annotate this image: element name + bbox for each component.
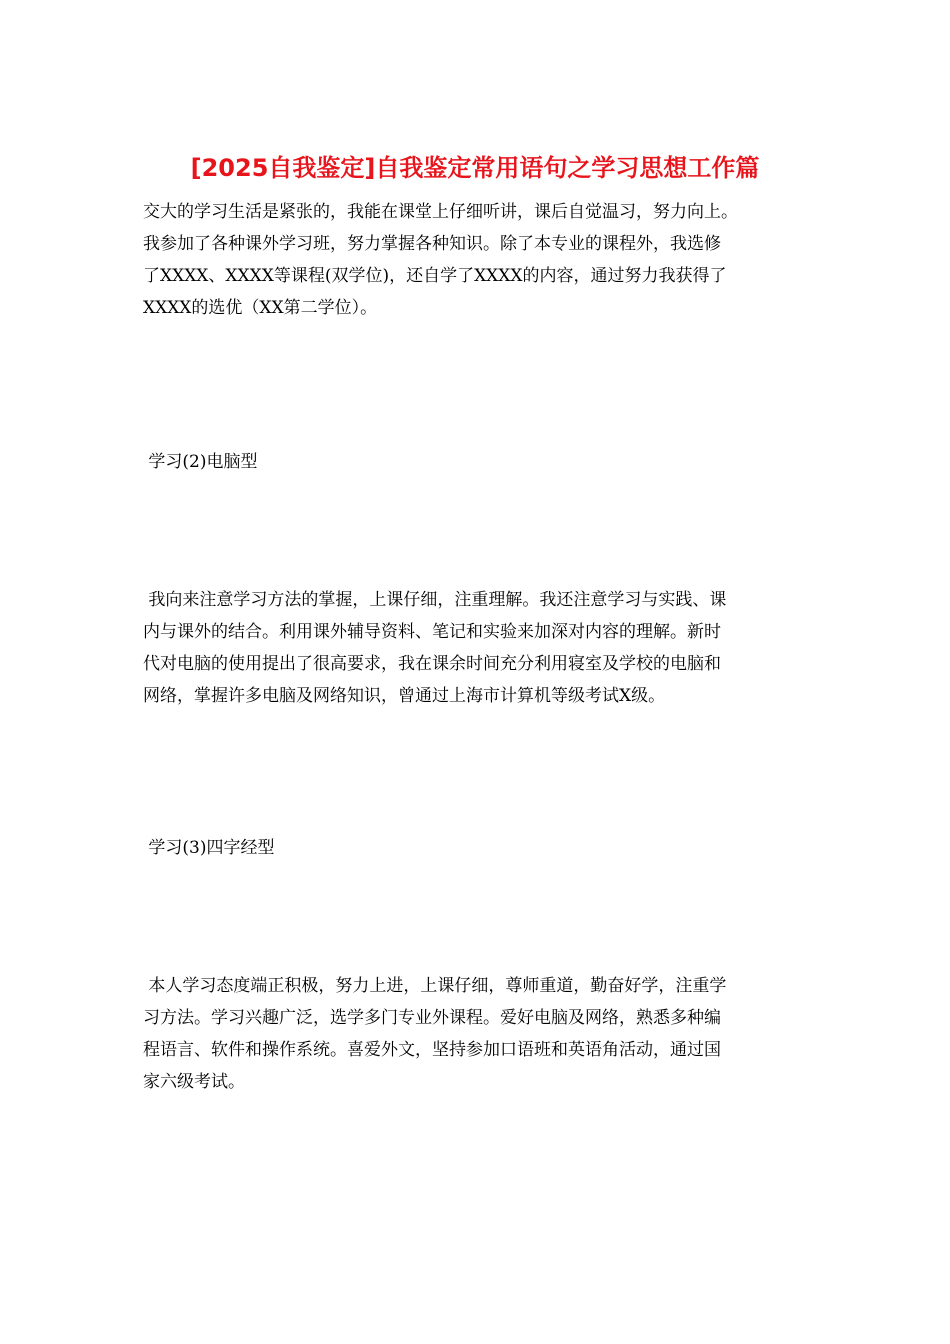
document-title: [2025自我鉴定]自我鉴定常用语句之学习思想工作篇 — [190, 154, 760, 182]
section-heading-computer — [143, 446, 818, 478]
paragraph-2 — [143, 584, 818, 712]
paragraph-line: 我参加了各种课外学习班，努力掌握各种知识。除了本专业的课程外，我选修 — [143, 234, 721, 254]
paragraph-line: XXXX的选优（XX第二学位）。 — [143, 298, 378, 318]
section-heading-four-character — [143, 832, 818, 864]
paragraph-line: 网络，掌握许多电脑及网络知识，曾通过上海市计算机等级考试X级。 — [143, 686, 666, 706]
section-heading-text: 学习(3)四字经型 — [143, 838, 275, 858]
paragraph-line: 程语言、软件和操作系统。喜爱外文，坚持参加口语班和英语角活动，通过国 — [143, 1040, 721, 1060]
paragraph-3 — [143, 970, 818, 1098]
paragraph-line: 我向来注意学习方法的掌握，上课仔细，注重理解。我还注意学习与实践、课 — [143, 590, 727, 610]
paragraph-1 — [143, 196, 818, 324]
paragraph-line: 了XXXX、XXXX等课程(双学位)，还自学了XXXX的内容，通过努力我获得了 — [143, 266, 727, 286]
paragraph-line: 家六级考试。 — [143, 1072, 245, 1092]
paragraph-line: 内与课外的结合。利用课外辅导资料、笔记和实验来加深对内容的理解。新时 — [143, 622, 721, 642]
section-heading-text: 学习(2)电脑型 — [143, 452, 258, 472]
paragraph-line: 本人学习态度端正积极，努力上进，上课仔细，尊师重道，勤奋好学，注重学 — [143, 976, 727, 996]
paragraph-line: 代对电脑的使用提出了很高要求，我在课余时间充分利用寝室及学校的电脑和 — [143, 654, 721, 674]
paragraph-line: 习方法。学习兴趣广泛，选学多门专业外课程。爱好电脑及网络，熟悉多种编 — [143, 1008, 721, 1028]
paragraph-line: 交大的学习生活是紧张的，我能在课堂上仔细听讲，课后自觉温习，努力向上。 — [143, 202, 738, 222]
